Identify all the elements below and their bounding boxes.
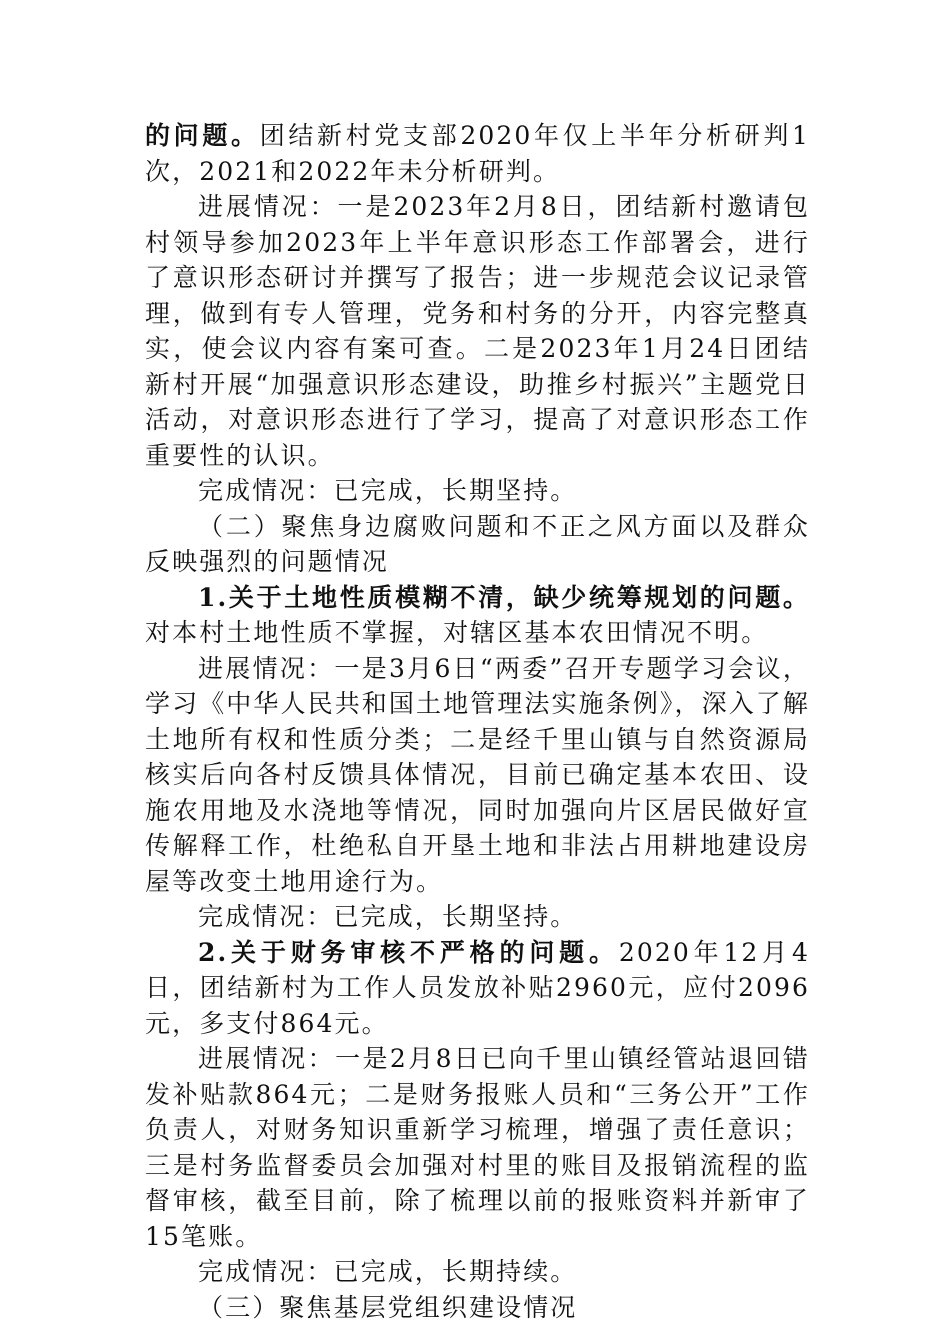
paragraph-6 [145,651,810,900]
paragraph-8-bold-lead: 2.关于财务审核不严格的问题。 [198,937,619,967]
paragraph-3 [145,473,810,509]
paragraph-9-text: 进展情况：一是2月8日已向千里山镇经管站退回错发补贴款864元；二是财务报账人员和“三务公开”工作负责人，对财务知识重新学习梳理，增强了责任意识；三是村务监督委员会加强对村里的账目及报销流程的监督审核，截至目前，除了梳理以前的报账资料并新审了15笔账。 [145,1044,810,1251]
paragraph-5 [145,580,810,651]
paragraph-8 [145,935,810,1042]
paragraph-2 [145,189,810,473]
paragraph-1-text: 团结新村党支部2020年仅上半年分析研判1次，2021和2022年未分析研判。 [145,121,810,186]
section-heading-2-text: （二）聚焦身边腐败问题和不正之风方面以及群众反映强烈的问题情况 [145,511,810,576]
paragraph-5-text: 对本村土地性质不掌握，对辖区基本农田情况不明。 [145,618,769,647]
paragraph-10 [145,1254,810,1290]
section-heading-3-text: （三）聚焦基层党组织建设情况 [198,1292,578,1322]
paragraph-1 [145,118,810,189]
paragraph-9 [145,1041,810,1254]
paragraph-1-bold-lead: 的问题。 [145,121,260,150]
section-heading-2 [145,509,810,580]
paragraph-2-text: 进展情况：一是2023年2月8日，团结新村邀请包村领导参加2023年上半年意识形态工作部署会，进行了意识形态研讨并撰写了报告；进一步规范会议记录管理，做到有专人管理，党务和村务的分开，内容完整真实，使会议内容有案可查。二是2023年1月24日团结新村开展“加强意识形态建设，助推乡村振兴”主题党日活动，对意识形态进行了学习，提高了对意识形态工作重要性的认识。 [145,192,810,470]
paragraph-10-text: 完成情况：已完成，长期持续。 [198,1257,578,1286]
paragraph-6-text: 进展情况：一是3月6日“两委”召开专题学习会议，学习《中华人民共和国土地管理法实施条例》，深入了解土地所有权和性质分类；二是经千里山镇与自然资源局核实后向各村反馈具体情况，目前已确定基本农田、设施农用地及水浇地等情况，同时加强向片区居民做好宣传解释工作，杜绝私自开垦土地和非法占用耕地建设房屋等改变土地用途行为。 [145,653,811,896]
paragraph-3-text: 完成情况：已完成，长期坚持。 [198,476,578,505]
document-page [145,118,810,1325]
paragraph-5-bold-lead: 1.关于土地性质模糊不清，缺少统筹规划的问题。 [198,582,810,612]
paragraph-7-text: 完成情况：已完成，长期坚持。 [198,902,578,931]
section-heading-3 [145,1290,810,1326]
paragraph-7 [145,899,810,935]
paragraph-8-text: 2020年12月4日，团结新村为工作人员发放补贴2960元，应付2096元，多支付864元。 [145,937,810,1038]
